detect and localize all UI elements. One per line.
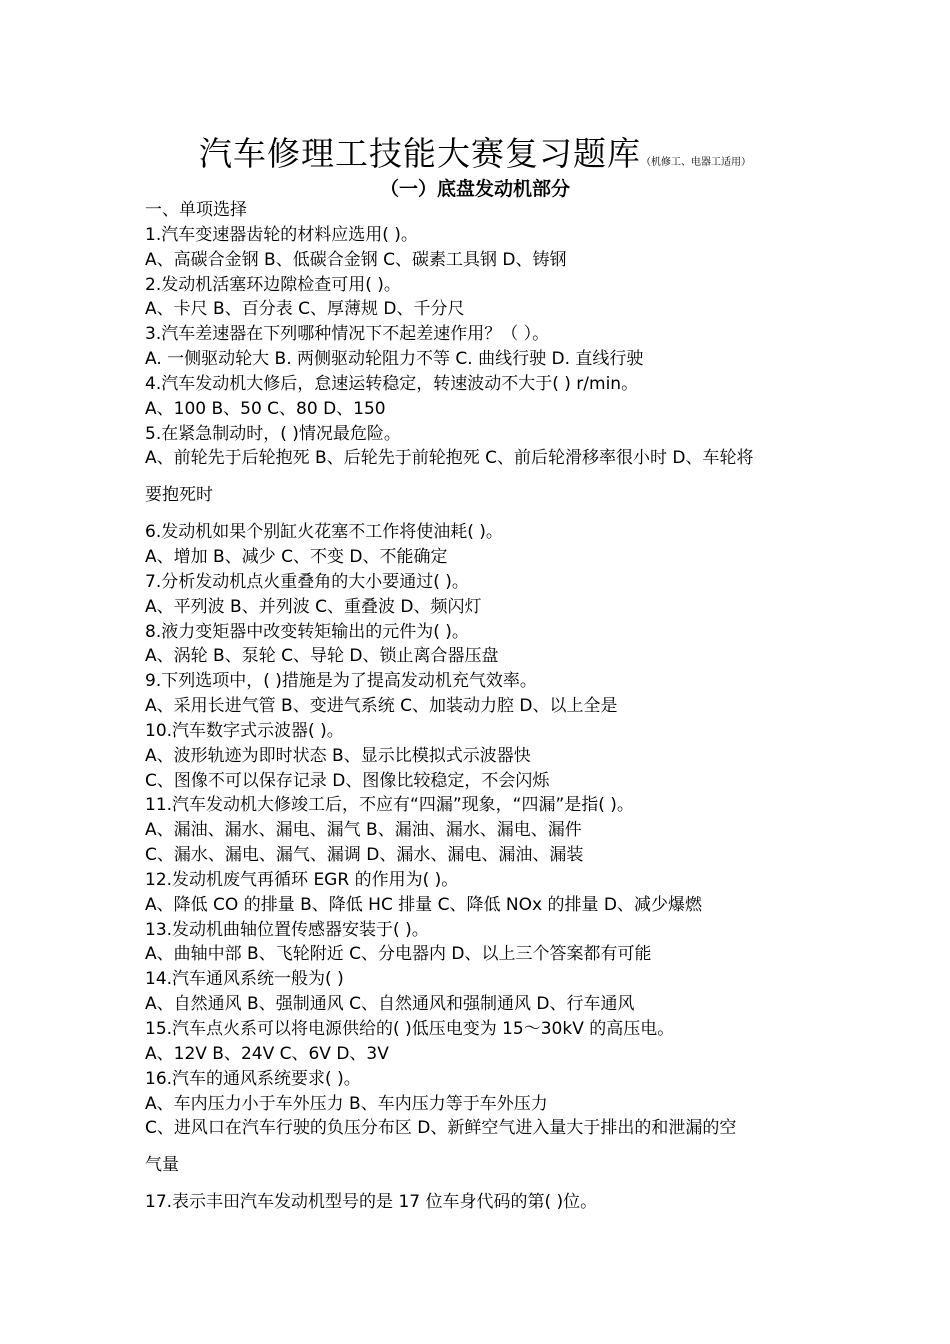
question-line: 13.发动机曲轴位置传感器安装于( )。	[145, 919, 429, 940]
question-line: 2.发动机活塞环边隙检查可用( )。	[145, 274, 401, 295]
option-line: A、12V B、24V C、6V D、3V	[145, 1043, 389, 1064]
title-row	[0, 128, 950, 175]
option-line: A、曲轴中部 B、飞轮附近 C、分电器内 D、以上三个答案都有可能	[145, 944, 652, 965]
question-line: 11.汽车发动机大修竣工后，不应有“四漏”现象，“四漏”是指( )。	[145, 795, 634, 816]
question-line: 14.汽车通风系统一般为( )	[145, 969, 344, 990]
question-line: 12.发动机废气再循环 EGR 的作用为( )。	[145, 869, 459, 890]
question-line: 4.汽车发动机大修后，怠速运转稳定，转速波动不大于( ) r/min。	[145, 373, 639, 394]
option-line: C、图像不可以保存记录 D、图像比较稳定，不会闪烁	[145, 770, 550, 791]
option-line-continued: 气量	[145, 1155, 179, 1176]
question-line: 6.发动机如果个别缸火花塞不工作将使油耗( )。	[145, 522, 503, 543]
option-line: A、高碳合金钢 B、低碳合金钢 C、碳素工具钢 D、铸钢	[145, 249, 567, 270]
question-line: 15.汽车点火系可以将电源供给的( )低压电变为 15～30kV 的高压电。	[145, 1019, 675, 1039]
option-line: A、降低 CO 的排量 B、降低 HC 排量 C、降低 NOx 的排量 D、减少爆燃	[145, 894, 702, 915]
question-line: 8.液力变矩器中改变转矩输出的元件为( )。	[145, 621, 469, 642]
option-line: A、自然通风 B、强制通风 C、自然通风和强制通风 D、行车通风	[145, 994, 635, 1015]
question-line: 17.表示丰田汽车发动机型号的是 17 位车身代码的第( )位。	[145, 1192, 598, 1213]
option-line: C、漏水、漏电、漏气、漏调 D、漏水、漏电、漏油、漏装	[145, 845, 584, 866]
option-line: A、漏油、漏水、漏电、漏气 B、漏油、漏水、漏电、漏件	[145, 820, 582, 841]
question-line: 10.汽车数字式示波器( )。	[145, 720, 344, 741]
section-heading: 一、单项选择	[145, 200, 247, 220]
title-note: （机修工、电器工适用）	[641, 157, 751, 168]
option-line: A、增加 B、减少 C、不变 D、不能确定	[145, 546, 448, 567]
option-line: A、采用长进气管 B、变进气系统 C、加装动力腔 D、以上全是	[145, 696, 618, 717]
option-line: A、卡尺 B、百分表 C、厚薄规 D、千分尺	[145, 299, 465, 320]
section-subtitle: （一）底盘发动机部分	[379, 178, 570, 200]
document-title: 汽车修理工技能大赛复习题库	[199, 134, 641, 173]
option-line: A、100 B、50 C、80 D、150	[145, 398, 386, 419]
option-line: A. 一侧驱动轮大 B. 两侧驱动轮阻力不等 C. 曲线行驶 D. 直线行驶	[145, 349, 644, 370]
question-line: 5.在紧急制动时，( )情况最危险。	[145, 423, 401, 444]
option-line: A、波形轨迹为即时状态 B、显示比模拟式示波器快	[145, 745, 531, 766]
option-line: A、平列波 B、并列波 C、重叠波 D、频闪灯	[145, 596, 482, 617]
option-line: A、前轮先于后轮抱死 B、后轮先于前轮抱死 C、前后轮滑移率很小时 D、车轮将	[145, 448, 754, 469]
question-line: 9.下列选项中，( )措施是为了提高发动机充气效率。	[145, 671, 537, 692]
option-line-continued: 要抱死时	[145, 485, 213, 506]
question-list	[145, 198, 845, 1215]
option-line: A、涡轮 B、泵轮 C、导轮 D、锁止离合器压盘	[145, 646, 499, 667]
question-line: 1.汽车变速器齿轮的材料应选用( )。	[145, 224, 418, 245]
question-line: 3.汽车差速器在下列哪种情况下不起差速作用？（ ）。	[145, 324, 550, 345]
question-line: 7.分析发动机点火重叠角的大小要通过( )。	[145, 571, 469, 592]
question-line: 16.汽车的通风系统要求( )。	[145, 1068, 361, 1089]
option-line: C、进风口在汽车行驶的负压分布区 D、新鲜空气进入量大于排出的和泄漏的空	[145, 1118, 737, 1139]
option-line: A、车内压力小于车外压力 B、车内压力等于车外压力	[145, 1093, 548, 1114]
